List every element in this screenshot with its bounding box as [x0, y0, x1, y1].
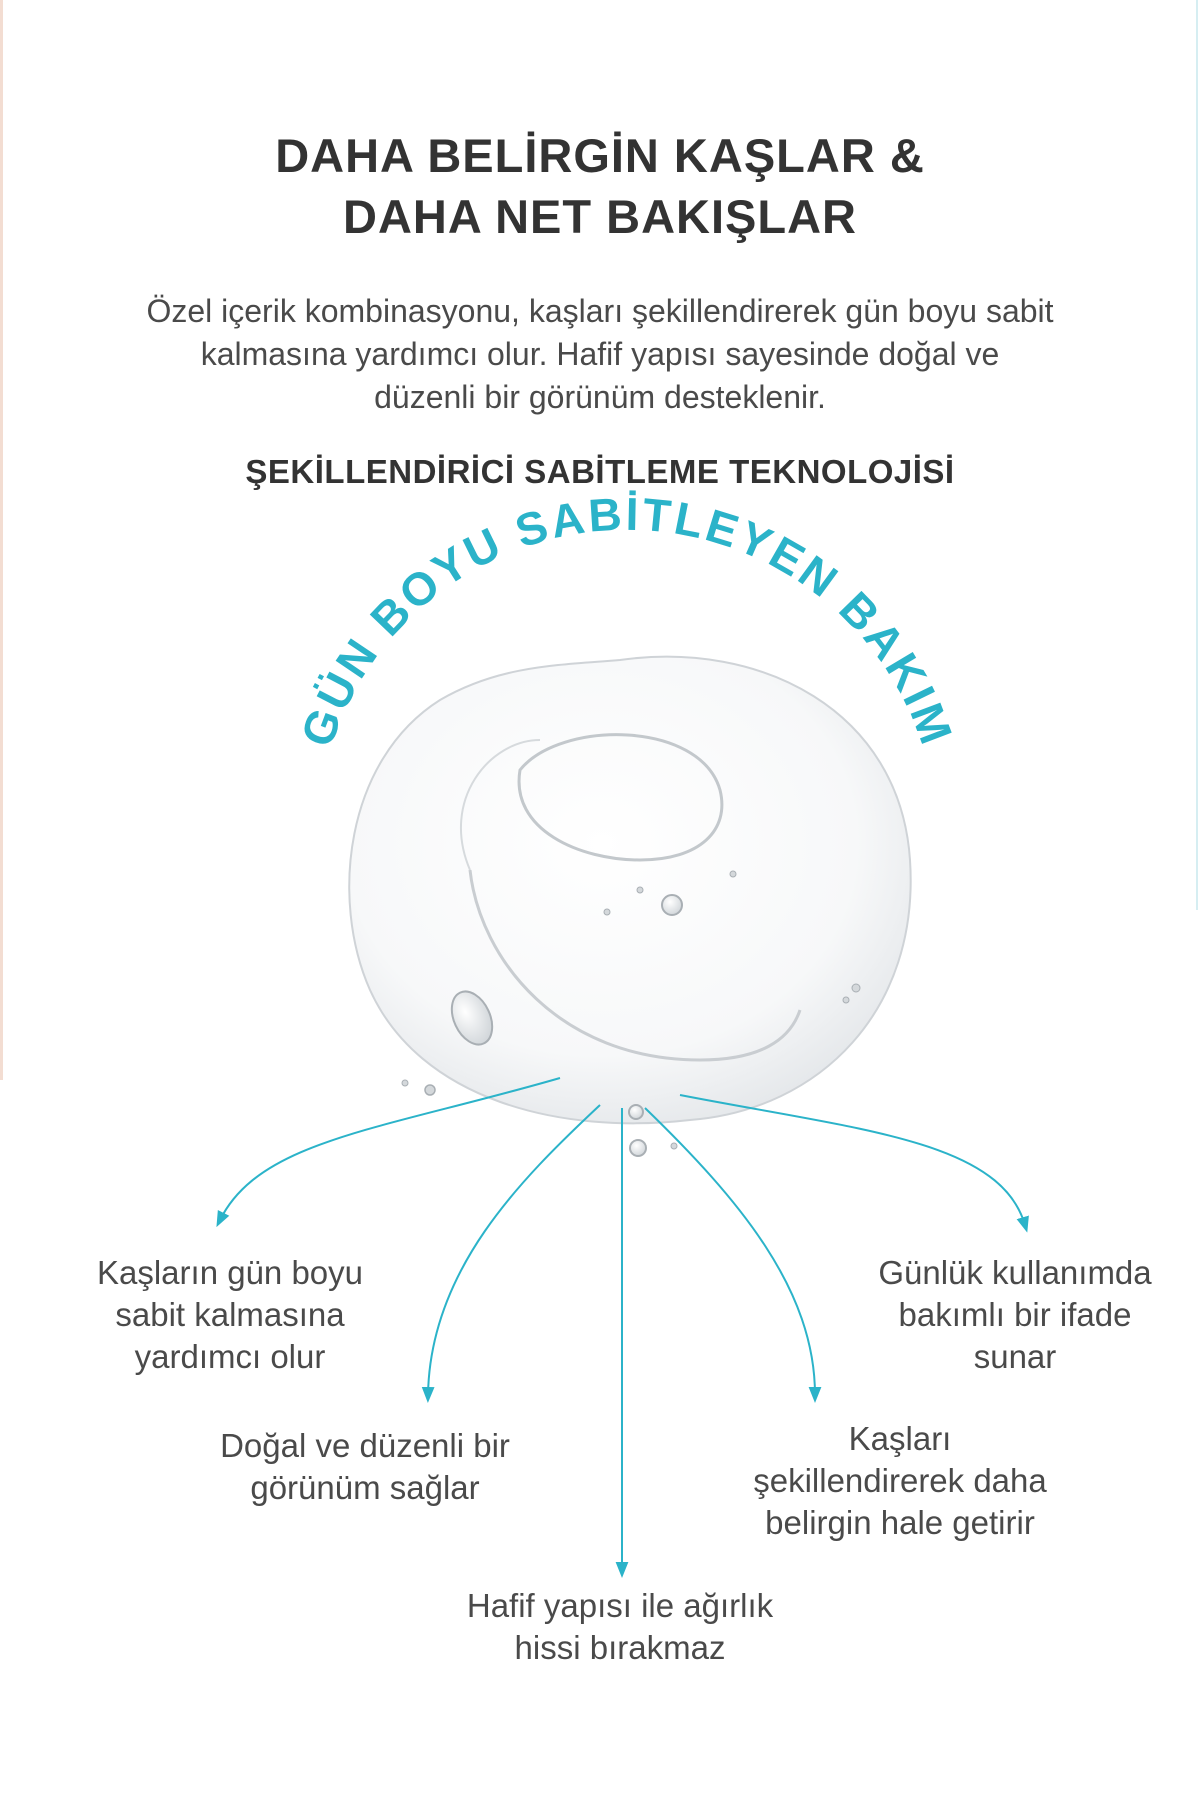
feature-right-top: Günlük kullanımda bakımlı bir ifade sunar: [878, 1254, 1152, 1375]
title-line-2: DAHA NET BAKIŞLAR: [343, 190, 857, 243]
description-line-2: kalmasına yardımcı olur. Hafif yapısı sayesinde doğal ve: [200, 336, 1000, 372]
title-line-1: DAHA BELİRGİN KAŞLAR &: [275, 129, 925, 182]
description-line-3: düzenli bir görünüm desteklenir.: [374, 379, 826, 415]
description-line-1: Özel içerik kombinasyonu, kaşları şekillendirerek gün boyu sabit: [146, 293, 1054, 329]
arc-label: GÜN BOYU SABİTLEYEN BAKIM: [290, 487, 964, 754]
gel-blob: [349, 657, 910, 1156]
feature-left-top: Kaşların gün boyu sabit kalmasına yardımcı olur: [96, 1254, 363, 1375]
arrow-left-mid: [428, 1105, 600, 1395]
technology-subheading: ŞEKİLLENDİRİCİ SABİTLEME TEKNOLOJİSİ: [245, 453, 955, 490]
arrow-right-mid: [645, 1108, 815, 1395]
feature-left-mid: Doğal ve düzenli bir görünüm sağlar: [220, 1427, 510, 1506]
feature-center: Hafif yapısı ile ağırlık hissi bırakmaz: [466, 1587, 774, 1666]
feature-right-mid: Kaşları şekillendirerek daha belirgin hale getirir: [753, 1420, 1047, 1541]
